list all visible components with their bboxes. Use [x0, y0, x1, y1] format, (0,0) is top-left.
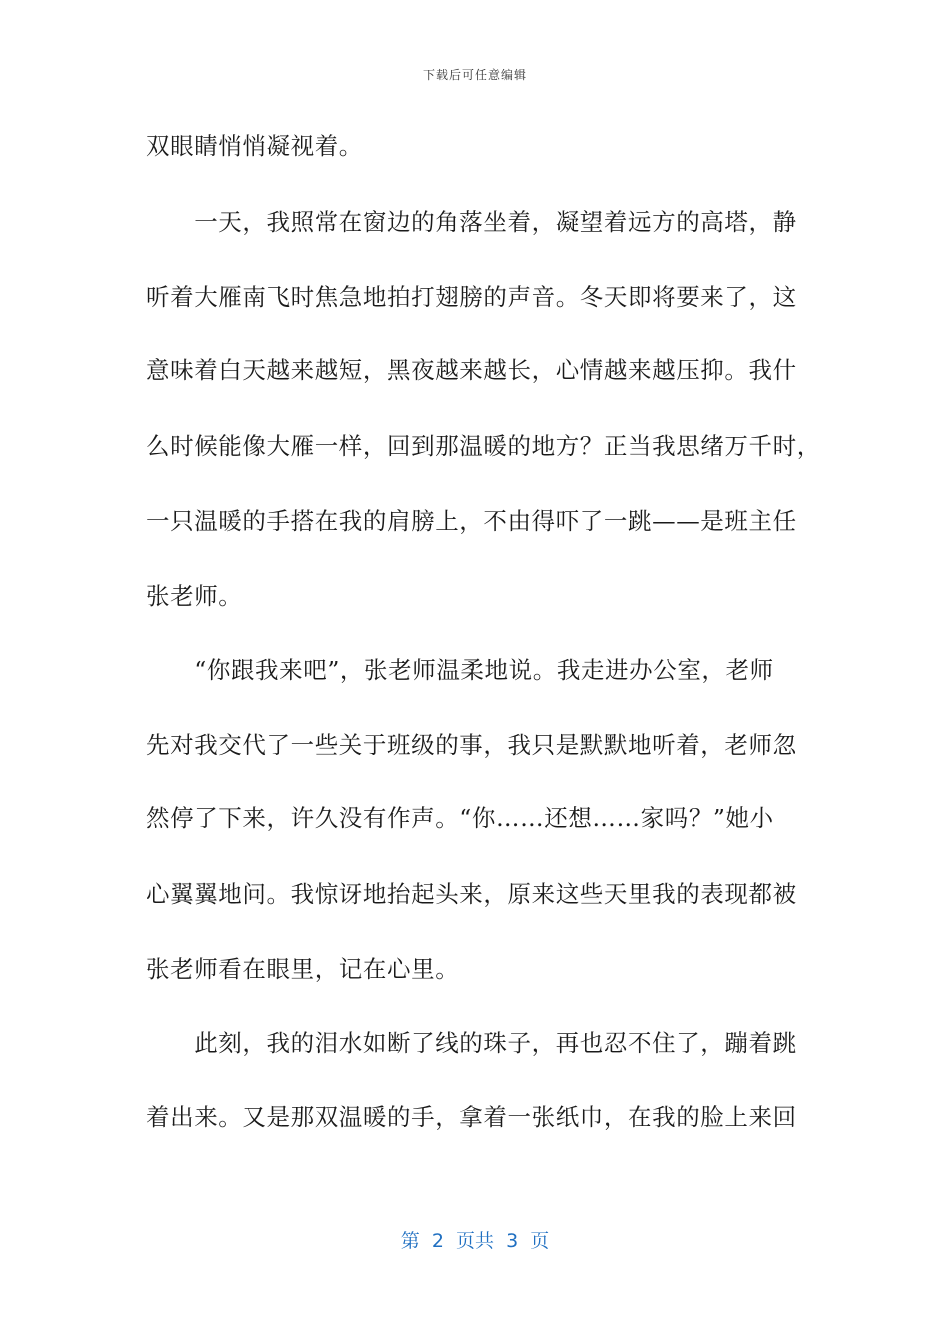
text-line-6: 一只温暖的手搭在我的肩膀上，不由得吓了一跳——是班主任: [146, 507, 797, 535]
text-line-4: 意味着白天越来越短，黑夜越来越长，心情越来越压抑。我什: [146, 356, 797, 384]
page-footer: 第 2 页共 3 页: [400, 1230, 550, 1252]
text-line-14: 着出来。又是那双温暖的手，拿着一张纸巾，在我的脸上来回: [146, 1103, 797, 1131]
text-line-1: 双眼睛悄悄凝视着。: [146, 132, 363, 160]
text-line-3: 听着大雁南飞时焦急地拍打翅膀的声音。冬天即将要来了，这: [146, 283, 797, 311]
text-line-11: 心翼翼地问。我惊讶地抬起头来，原来这些天里我的表现都被: [146, 880, 797, 908]
page-header: 下载后可任意编辑: [422, 68, 527, 82]
text-line-10: 然停了下来，许久没有作声。“你……还想……家吗？”她小: [146, 804, 774, 832]
text-line-13: 此刻，我的泪水如断了线的珠子，再也忍不住了，蹦着跳: [146, 1029, 797, 1057]
text-line-8: “你跟我来吧”，张老师温柔地说。我走进办公室，老师: [146, 656, 774, 684]
text-line-5: 么时候能像大雁一样，回到那温暖的地方？正当我思绪万千时，: [146, 432, 821, 460]
text-line-12: 张老师看在眼里，记在心里。: [146, 955, 460, 983]
text-line-2: 一天，我照常在窗边的角落坐着，凝望着远方的高塔，静: [146, 208, 797, 236]
text-line-9: 先对我交代了一些关于班级的事，我只是默默地听着，老师忽: [146, 731, 797, 759]
text-line-7: 张老师。: [146, 582, 243, 610]
